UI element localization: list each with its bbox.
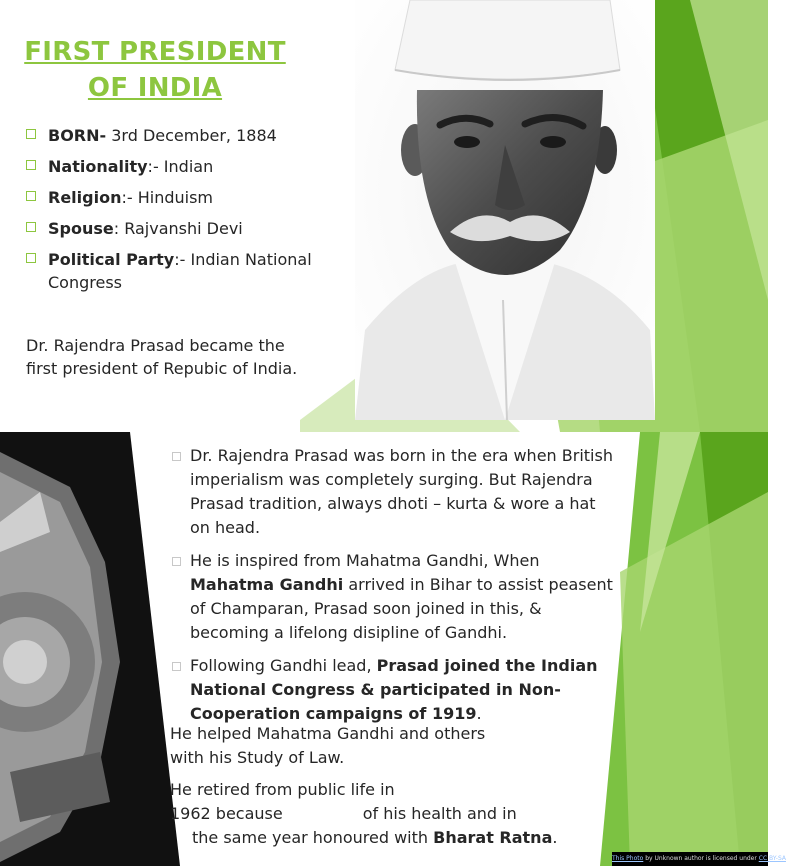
fact-spouse: Spouse: Rajvanshi Devi [24,217,324,240]
bio-points [168,444,618,735]
square-bullet-icon [26,253,36,263]
square-bullet-icon [26,191,36,201]
fact-political-party: Political Party:- Indian National Congress [24,248,324,294]
president-portrait [355,0,655,420]
slide-title [12,34,298,106]
facts-list [24,124,324,302]
point-congress: Following Gandhi lead, Prasad joined the Indian National Congress & participated in Non- Cooperation campaigns of 1919. [168,654,618,726]
square-bullet-icon [26,129,36,139]
slide-1 [0,0,768,432]
summary-text: Dr. Rajendra Prasad became the first president of Repubic of India. [26,336,298,378]
square-bullet-icon [26,160,36,170]
square-bullet-icon [172,452,181,461]
fact-religion: Religion:- Hinduism [24,186,324,209]
title-line-2: OF INDIA [87,73,223,103]
retirement-text: He retired from public life in 1962 because of his health and in the same year honoured with Bharat Ratna. [170,780,558,847]
fact-born: BORN- 3rd December, 1884 [24,124,324,147]
fact-nationality: Nationality:- Indian [24,155,324,178]
law-text: He helped Mahatma Gandhi and others with his Study of Law. [170,724,486,767]
slide-2 [0,432,786,866]
point-gandhi: He is inspired from Mahatma Gandhi, When Mahatma Gandhi arrived in Bihar to assist peasent of Champaran, Prasad soon joined in this, & becoming a lifelong disipline of Gandhi. [168,549,618,645]
square-bullet-icon [172,662,181,671]
square-bullet-icon [26,222,36,232]
title-line-1: FIRST PRESIDENT [24,37,286,67]
point-era: Dr. Rajendra Prasad was born in the era when British imperialism was completely surging. But Rajendra Prasad tradition, always dhoti – kurta & wore a hat on head. [168,444,618,540]
photo-credit: This Photo by Unknown author is licensed under CC BY-SA [612,852,768,866]
photo-credit-link[interactable]: This Photo [612,855,644,862]
square-bullet-icon [172,557,181,566]
license-link[interactable]: CC BY-SA [758,855,786,862]
